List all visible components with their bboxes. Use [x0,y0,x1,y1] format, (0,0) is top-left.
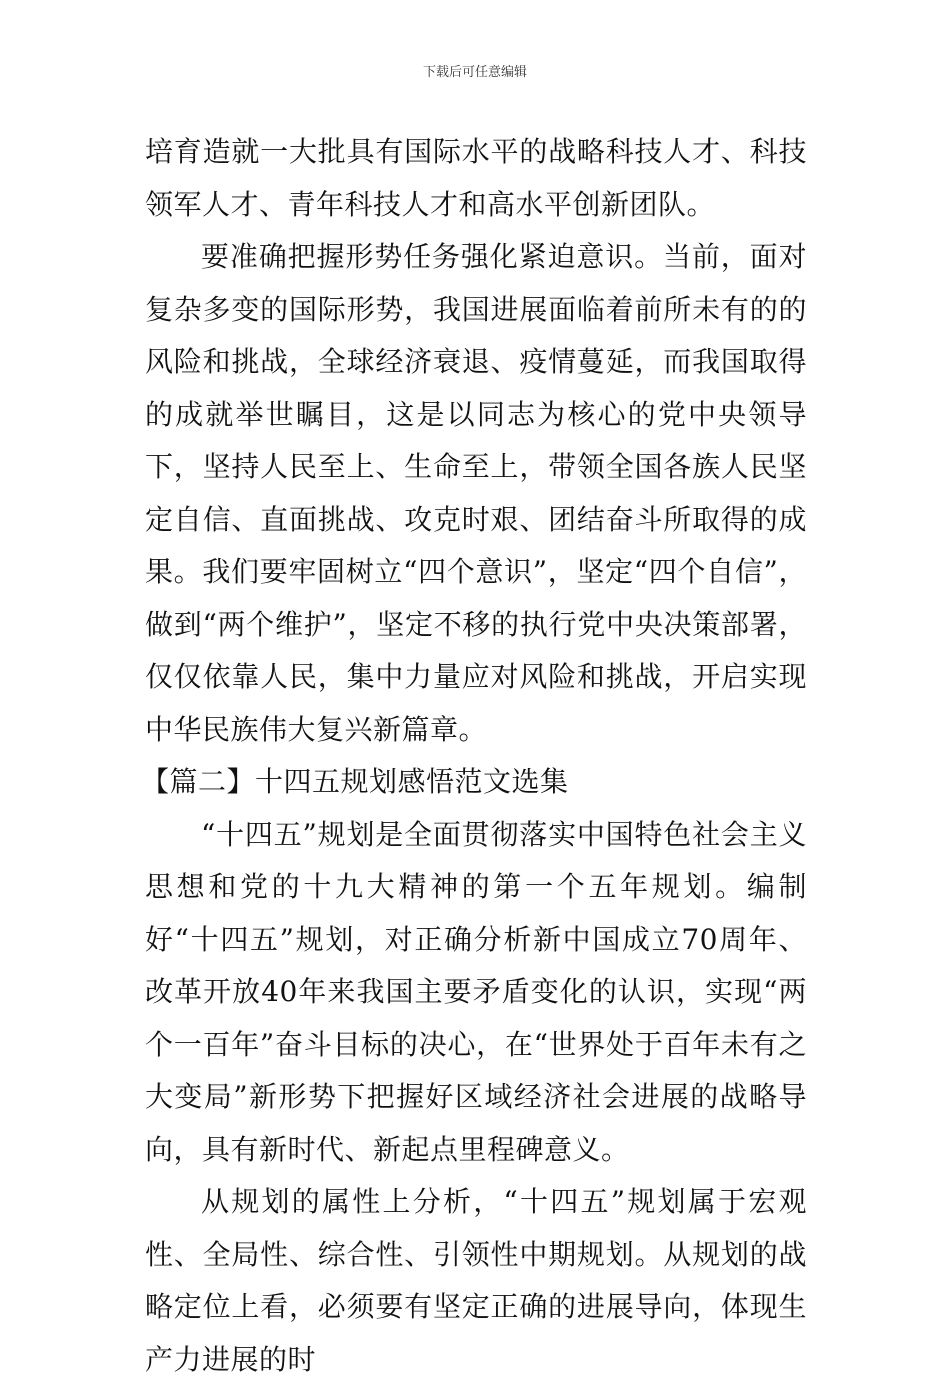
document-body [141,126,807,1386]
paragraph-3: “十四五”规划是全面贯彻落实中国特色社会主义思想和党的十九大精神的第一个五年规划。编制好“十四五”规划，对正确分析新中国成立70周年、改革开放40年来我国主要矛盾变化的认识，实现“两个一百年”奋斗目标的决心，在“世界处于百年未有之大变局”新形势下把握好区域经济社会进展的战略导向，具有新时代、新起点里程碑意义。 [145,817,807,1166]
paragraph-2: 要准确把握形势任务强化紧迫意识。当前，面对复杂多变的国际形势，我国进展面临着前所未有的的风险和挑战，全球经济衰退、疫情蔓延，而我国取得的成就举世瞩目，这是以同志为核心的党中央领导下，坚持人民至上、生命至上，带领全国各族人民坚定自信、直面挑战、攻克时艰、团结奋斗所取得的成果。我们要牢固树立“四个意识”，坚定“四个自信”，做到“两个维护”，坚定不移的执行党中央决策部署，仅仅依靠人民，集中力量应对风险和挑战，开启实现中华民族伟大复兴新篇章。 [145,240,807,746]
paragraph-1: 培育造就一大批具有国际水平的战略科技人才、科技领军人才、青年科技人才和高水平创新团队。 [145,135,807,221]
page-header-note: 下载后可任意编辑 [422,65,527,80]
paragraph-4: 从规划的属性上分析，“十四五”规划属于宏观性、全局性、综合性、引领性中期规划。从规划的战略定位上看，必须要有坚定正确的进展导向，体现生产力进展的时 [145,1185,807,1376]
section-heading: 【篇二】十四五规划感悟范文选集 [141,765,569,798]
